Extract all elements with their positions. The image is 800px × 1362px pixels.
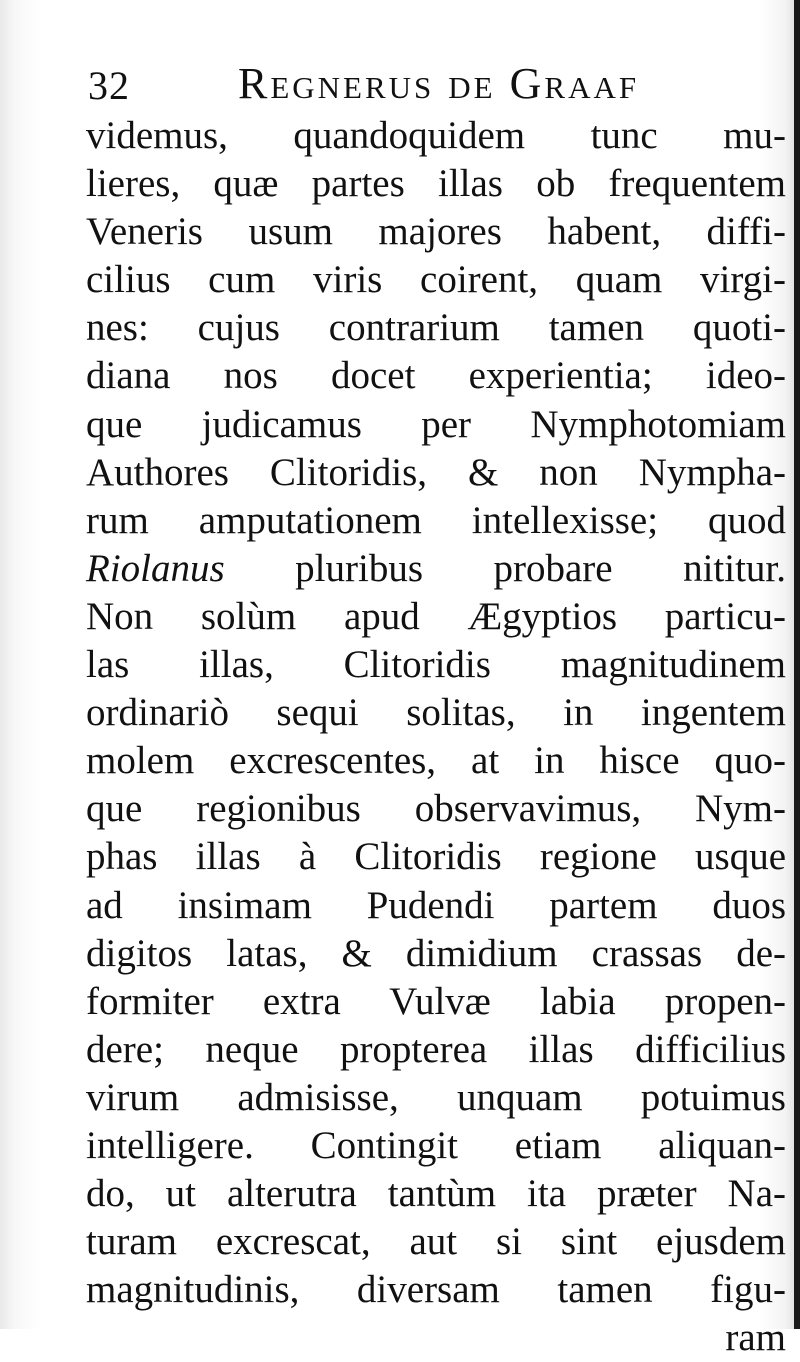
- text-line: que regionibus observavimus, Nym-: [86, 787, 786, 831]
- text-line-with-italic: [86, 545, 786, 593]
- text-line: intelligere. Contingit etiam aliquan-: [86, 1123, 786, 1167]
- running-title: Regnerus de Graaf: [238, 59, 640, 108]
- text-line: molem excrescentes, at in hisce quo-: [86, 739, 786, 783]
- text-line: do, ut alterutra tantùm ita præter Na-: [86, 1172, 786, 1216]
- text-line: que judicamus per Nymphotomiam: [86, 402, 786, 446]
- text-line: formiter extra Vulvæ labia propen-: [86, 979, 786, 1023]
- text-line: videmus, quandoquidem tunc mu-: [86, 114, 786, 157]
- text-line: Non solùm apud Ægyptios particu-: [86, 594, 786, 638]
- text-line: lieres, quæ partes illas ob frequentem: [86, 162, 786, 206]
- body-text: [86, 112, 786, 1362]
- text-line: magnitudinis, diversam tamen figu-: [86, 1268, 786, 1312]
- page-header: [88, 52, 708, 112]
- text-line: ad insimam Pudendi partem duos: [86, 883, 786, 927]
- text-line: diana nos docet experientia; ideo-: [86, 354, 786, 398]
- text-line: phas illas à Clitoridis regione usque: [86, 835, 786, 879]
- italic-name: Riolanus: [86, 546, 225, 590]
- page-edge-shadow: [794, 0, 800, 1329]
- text-line: ordinariò sequi solitas, in ingentem: [86, 691, 786, 735]
- text-line: Veneris usum majores habent, diffi-: [86, 210, 786, 254]
- catchword: ram: [725, 1316, 786, 1360]
- text-line: turam excrescat, aut si sint ejusdem: [86, 1220, 786, 1264]
- text-line: virum admisisse, unquam potuimus: [86, 1075, 786, 1119]
- text-line: dere; neque propterea illas difficilius: [86, 1027, 786, 1071]
- text-line-rest: pluribus probare nititur.: [224, 546, 786, 590]
- page-number: 32: [88, 63, 130, 108]
- text-line: las illas, Clitoridis magnitudinem: [86, 643, 786, 687]
- text-line: rum amputationem intellexisse; quod: [86, 498, 786, 542]
- text-line: cilius cum viris coirent, quam virgi-: [86, 258, 786, 302]
- text-line: nes: cujus contrarium tamen quoti-: [86, 306, 786, 350]
- text-line: digitos latas, & dimidium crassas de-: [86, 931, 786, 975]
- text-line: Authores Clitoridis, & non Nympha-: [86, 450, 786, 494]
